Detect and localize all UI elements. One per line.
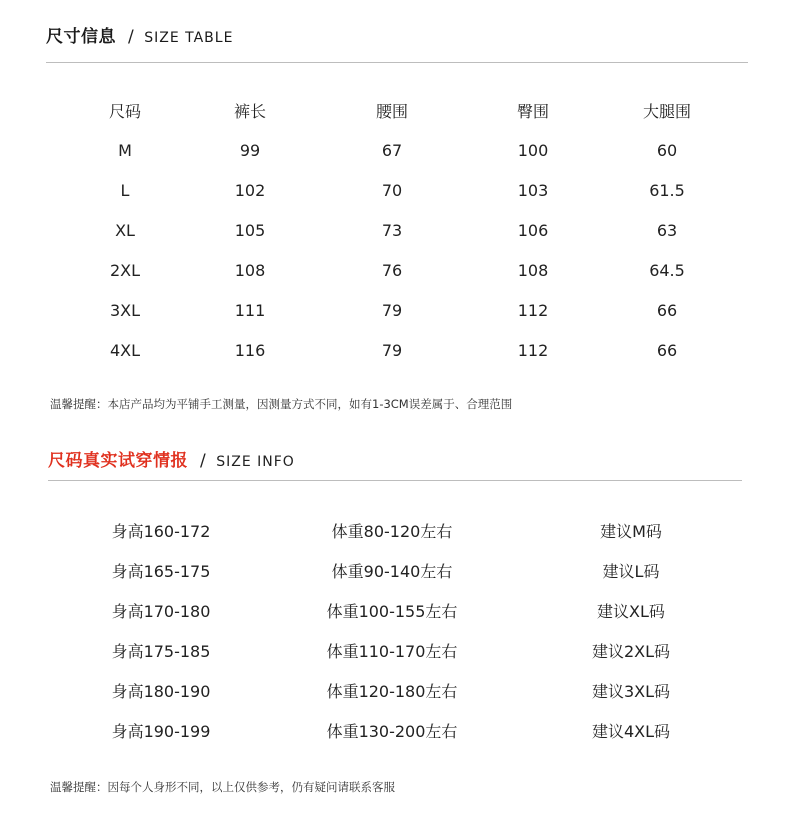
cell-suggestion: 建议M码 <box>600 521 662 541</box>
cell-thigh: 66 <box>656 340 678 360</box>
cell-size: L <box>120 180 130 200</box>
size-table-title-en: SIZE TABLE <box>144 30 234 46</box>
cell-waist: 73 <box>381 220 403 240</box>
cell-size: 2XL <box>109 260 141 280</box>
cell-hip: 108 <box>517 260 549 280</box>
header-hip: 臀围 <box>516 101 549 121</box>
cell-weight: 体重80-120左右 <box>331 521 453 541</box>
cell-suggestion: 建议XL码 <box>597 601 665 621</box>
title-slash: / <box>128 27 135 47</box>
table-row <box>60 710 740 750</box>
cell-waist: 79 <box>381 300 403 320</box>
cell-size: M <box>118 140 132 160</box>
cell-size: 3XL <box>109 300 141 320</box>
cell-thigh: 61.5 <box>649 180 685 200</box>
table-row <box>60 630 740 670</box>
cell-waist: 67 <box>381 140 403 160</box>
cell-height: 身高170-180 <box>111 601 211 621</box>
cell-weight: 体重130-200左右 <box>326 721 458 741</box>
cell-hip: 103 <box>517 180 549 200</box>
header-length: 裤长 <box>233 101 266 121</box>
table-row <box>60 510 740 550</box>
size-table-title <box>46 22 233 47</box>
header-size: 尺码 <box>108 101 141 121</box>
measurement-note: 温馨提醒：本店产品均为平铺手工测量，因测量方式不同，如有1-3CM误差属于、合理范围 <box>50 397 513 411</box>
cell-suggestion: 建议3XL码 <box>591 681 671 701</box>
table-row <box>56 330 746 370</box>
title-slash: / <box>200 451 207 471</box>
cell-length: 102 <box>234 180 266 200</box>
cell-length: 105 <box>234 220 266 240</box>
header-thigh: 大腿围 <box>642 101 691 121</box>
cell-thigh: 60 <box>656 140 678 160</box>
table-row <box>60 670 740 710</box>
table-row <box>56 130 746 170</box>
cell-suggestion: 建议4XL码 <box>591 721 671 741</box>
size-info-table <box>60 510 740 750</box>
cell-length: 116 <box>234 340 266 360</box>
cell-thigh: 63 <box>656 220 678 240</box>
cell-hip: 112 <box>517 340 549 360</box>
cell-weight: 体重120-180左右 <box>326 681 458 701</box>
size-table-title-cn: 尺寸信息 <box>46 27 116 47</box>
table-row <box>56 250 746 290</box>
cell-waist: 70 <box>381 180 403 200</box>
size-table-header-row <box>56 90 746 130</box>
cell-suggestion: 建议L码 <box>602 561 660 581</box>
cell-length: 99 <box>239 140 261 160</box>
cell-height: 身高180-190 <box>111 681 211 701</box>
cell-suggestion: 建议2XL码 <box>591 641 671 661</box>
cell-height: 身高190-199 <box>111 721 211 741</box>
cell-size: XL <box>115 220 135 240</box>
size-table-divider <box>46 62 748 63</box>
cell-height: 身高175-185 <box>111 641 211 661</box>
cell-waist: 76 <box>381 260 403 280</box>
cell-thigh: 64.5 <box>649 260 685 280</box>
cell-hip: 100 <box>517 140 549 160</box>
cell-length: 108 <box>234 260 266 280</box>
header-waist: 腰围 <box>375 101 408 121</box>
size-info-title-cn: 尺码真实试穿情报 <box>48 451 188 471</box>
size-info-divider <box>48 480 742 481</box>
table-row <box>56 210 746 250</box>
cell-size: 4XL <box>109 340 141 360</box>
cell-length: 111 <box>234 300 266 320</box>
size-table <box>56 90 746 370</box>
fit-note: 温馨提醒：因每个人身形不同，以上仅供参考，仍有疑问请联系客服 <box>50 780 395 794</box>
cell-height: 身高160-172 <box>111 521 211 541</box>
size-info-title <box>48 446 295 471</box>
cell-height: 身高165-175 <box>111 561 211 581</box>
size-info-title-en: SIZE INFO <box>216 454 295 470</box>
cell-weight: 体重100-155左右 <box>326 601 458 621</box>
cell-weight: 体重110-170左右 <box>326 641 458 661</box>
table-row <box>56 290 746 330</box>
cell-thigh: 66 <box>656 300 678 320</box>
table-row <box>60 590 740 630</box>
table-row <box>60 550 740 590</box>
table-row <box>56 170 746 210</box>
cell-waist: 79 <box>381 340 403 360</box>
cell-hip: 112 <box>517 300 549 320</box>
cell-weight: 体重90-140左右 <box>331 561 453 581</box>
cell-hip: 106 <box>517 220 549 240</box>
